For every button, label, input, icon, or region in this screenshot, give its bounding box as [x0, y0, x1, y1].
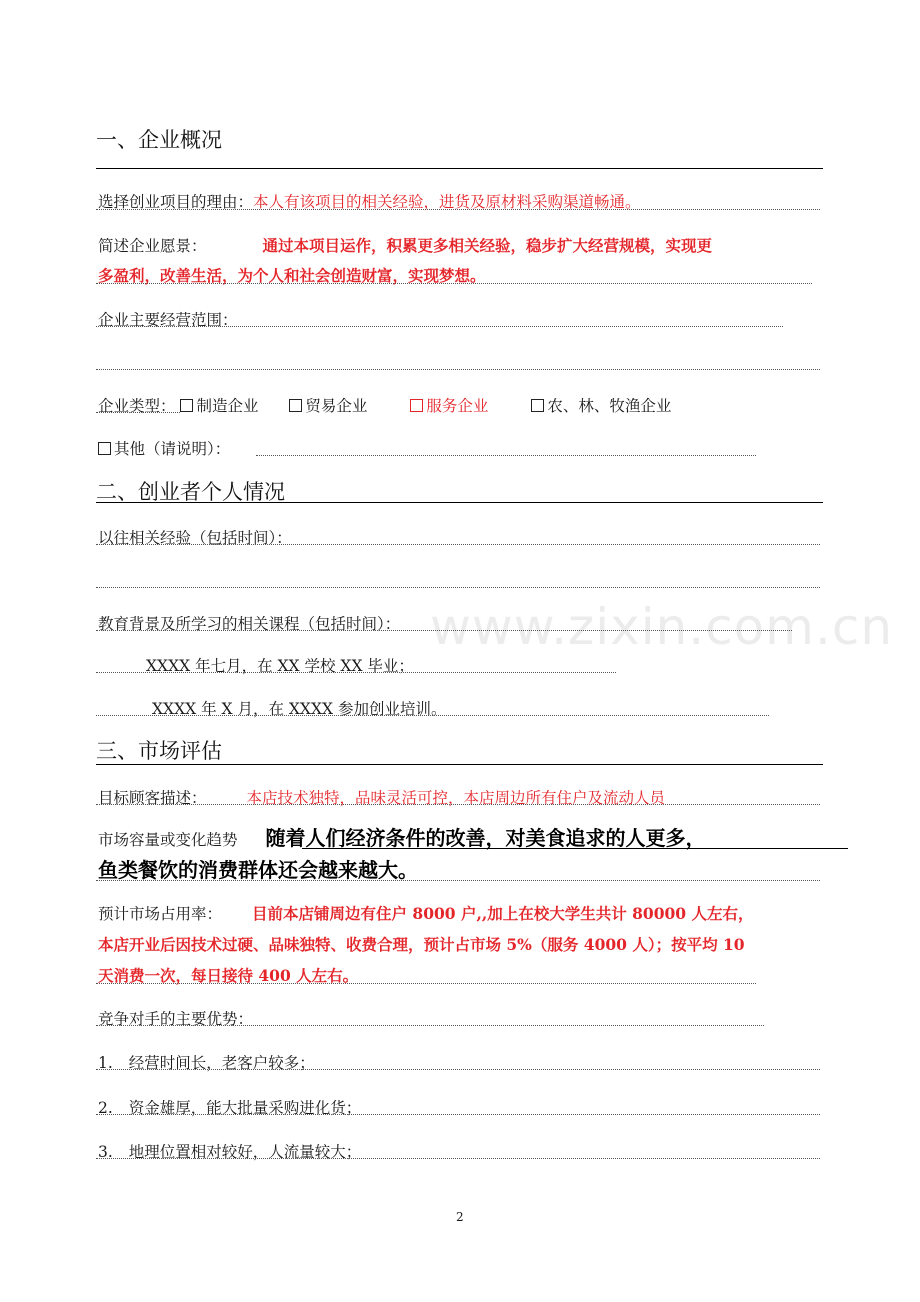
share-line-3: 天消费一次，每日接待 400 人左右。 — [98, 966, 359, 985]
scope-underline-1 — [96, 326, 783, 327]
vision-label: 简述企业愿景： — [98, 237, 207, 255]
checkbox-icon[interactable] — [180, 399, 193, 412]
reason-label: 选择创业项目的理由： — [98, 193, 254, 211]
education-item-1-underline — [96, 672, 616, 673]
capacity-row-1 — [98, 822, 706, 851]
competitor-label: 竞争对手的主要优势： — [98, 1010, 254, 1028]
vision-line-1: 通过本项目运作，积累更多相关经验，稳步扩大经营规模，实现更 — [262, 236, 713, 255]
competitor-item: 3. 地理位置相对较好，人流量较大； — [98, 1143, 362, 1161]
education-item-2: XXXX 年 X 月，在 XXXX 参加创业培训。 — [152, 700, 447, 718]
capacity-label: 市场容量或变化趋势 — [98, 831, 238, 849]
type-row — [98, 394, 697, 416]
share-line-2: 本店开业后因技术过硬、品味独特、收费合理，预计占市场 5%（服务 4000 人）；按平均 10 — [98, 935, 745, 954]
competitor-item: 1. 经营时间长，老客户较多； — [98, 1054, 315, 1072]
section-2-rule — [96, 502, 823, 503]
other-underline — [256, 455, 756, 456]
target-label: 目标顾客描述： — [98, 789, 207, 807]
checkbox-icon[interactable] — [98, 442, 111, 455]
target-underline — [96, 804, 820, 805]
competitor-item-underline — [96, 1114, 820, 1115]
share-line-1: 目前本店铺周边有住户 8000 户,,加上在校大学生共计 80000 人左右， — [252, 904, 754, 923]
section-3-rule — [96, 764, 823, 765]
share-underline — [96, 983, 756, 984]
checkbox-icon[interactable] — [410, 399, 423, 412]
scope-label: 企业主要经营范围： — [98, 311, 238, 329]
education-underline — [96, 630, 792, 631]
competitor-underline — [96, 1025, 764, 1026]
type-option-manufacturing[interactable]: 制造企业 — [180, 397, 258, 415]
other-label: 其他（请说明）： — [114, 440, 231, 458]
target-value: 本店技术独特，品味灵活可控，本店周边所有住户及流动人员 — [246, 789, 666, 807]
capacity-line-2: 鱼类餐饮的消费群体还会越来越大。 — [98, 858, 418, 882]
education-item-1: XXXX 年七月，在 XX 学校 XX 毕业； — [146, 657, 414, 675]
other-row[interactable] — [98, 437, 230, 459]
competitor-item: 2. 资金雄厚，能大批量采购进化货； — [98, 1099, 362, 1117]
reason-value: 本人有该项目的相关经验，进货及原材料采购渠道畅通。 — [253, 193, 641, 211]
education-label: 教育背景及所学习的相关课程（包括时间）： — [98, 615, 401, 633]
vision-row-1 — [98, 234, 712, 256]
type-label: 企业类型： — [98, 397, 176, 415]
section-1-rule — [96, 168, 823, 169]
share-label: 预计市场占用率： — [98, 905, 223, 923]
page-number: 2 — [456, 1210, 464, 1224]
type-option-agriculture[interactable]: 农、林、牧渔企业 — [531, 397, 671, 415]
education-item-2-underline — [96, 715, 769, 716]
section-1-title: 一、企业概况 — [96, 128, 222, 152]
section-2-title: 二、创业者个人情况 — [96, 480, 285, 504]
vision-line-2: 多盈利，改善生活，为个人和社会创造财富，实现梦想。 — [98, 266, 486, 285]
vision-underline — [96, 283, 812, 284]
type-underline — [96, 412, 180, 413]
share-row-1 — [98, 902, 753, 924]
scope-underline-2 — [96, 369, 820, 370]
experience-underline-2 — [96, 587, 820, 588]
capacity-underline — [96, 880, 820, 881]
checkbox-icon[interactable] — [289, 399, 302, 412]
watermark: www.zixin.com.cn — [430, 598, 894, 656]
reason-underline — [96, 209, 820, 210]
checkbox-icon[interactable] — [531, 399, 544, 412]
type-option-trade[interactable]: 贸易企业 — [289, 397, 367, 415]
type-option-service[interactable]: 服务企业 — [410, 397, 488, 415]
competitor-item-underline — [96, 1069, 820, 1070]
section-3-title: 三、市场评估 — [96, 739, 222, 763]
experience-label: 以往相关经验（包括时间）： — [98, 529, 292, 547]
competitor-item-underline — [96, 1158, 820, 1159]
experience-underline-1 — [96, 544, 820, 545]
capacity-line-1: 随着人们经济条件的改善，对美食追求的人更多， — [265, 826, 706, 850]
capacity-line-1-underline — [302, 848, 848, 849]
